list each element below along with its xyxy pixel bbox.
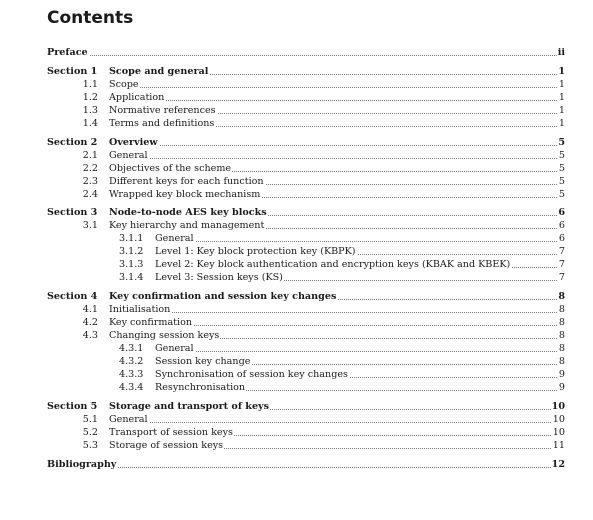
toc-page-number: 6 bbox=[558, 220, 565, 232]
toc-entry[interactable] bbox=[0, 258, 593, 271]
toc-entry[interactable] bbox=[0, 65, 593, 78]
toc-entry-title: General bbox=[109, 413, 148, 425]
toc-clause-number: 1.4 bbox=[82, 117, 98, 129]
toc-entry-title: Level 3: Session keys (KS) bbox=[155, 272, 283, 284]
toc-page-number: 12 bbox=[551, 458, 565, 470]
dot-leader bbox=[113, 312, 563, 313]
dot-leader bbox=[113, 87, 563, 88]
toc-page-number: 8 bbox=[558, 291, 565, 303]
dot-leader bbox=[159, 351, 563, 352]
toc-entry-title: Objectives of the scheme bbox=[109, 162, 232, 174]
toc-subclause-number: 3.1.3 bbox=[119, 259, 144, 271]
toc-page-number: 8 bbox=[558, 304, 565, 316]
toc-page-number: 1 bbox=[558, 117, 565, 129]
toc-subclause-number: 4.3.1 bbox=[119, 342, 144, 354]
toc-entry-title: Node-to-node AES key blocks bbox=[109, 207, 267, 219]
toc-entry[interactable] bbox=[0, 175, 593, 188]
toc-entry[interactable] bbox=[0, 219, 593, 232]
toc-subclause-number: 4.3.2 bbox=[119, 355, 144, 367]
toc-page-number: 7 bbox=[558, 272, 565, 284]
dot-leader bbox=[113, 158, 563, 159]
toc-entry[interactable] bbox=[0, 149, 593, 162]
toc-page-number: 5 bbox=[558, 175, 565, 187]
toc-entry-title: Level 2: Key block authentication and encryption keys (KBAK and KBEK) bbox=[155, 259, 511, 271]
toc-clause-number: 4.1 bbox=[82, 304, 98, 316]
toc-page-number: 1 bbox=[558, 104, 565, 116]
toc-page-number: 5 bbox=[558, 149, 565, 161]
dot-leader bbox=[113, 145, 563, 146]
toc-entry-title: Key confirmation and session key changes bbox=[109, 291, 337, 303]
toc-entry[interactable] bbox=[0, 91, 593, 104]
toc-entry-title: Wrapped key block mechanism bbox=[109, 188, 261, 200]
dot-leader bbox=[51, 467, 563, 468]
toc-entry-title: General bbox=[155, 342, 194, 354]
toc-clause-number: 1.3 bbox=[82, 104, 98, 116]
toc-clause-number: 2.1 bbox=[82, 149, 98, 161]
toc-entry[interactable] bbox=[0, 290, 593, 303]
toc-clause-number: 1.2 bbox=[82, 91, 98, 103]
toc-entry[interactable] bbox=[0, 232, 593, 245]
toc-clause-number: 4.3 bbox=[82, 330, 98, 341]
toc-entry-title: Normative references bbox=[109, 104, 216, 116]
toc-page-number: 1 bbox=[558, 78, 565, 90]
toc-clause-number: 2.3 bbox=[82, 175, 98, 187]
toc-subclause-number: 4.3.4 bbox=[119, 381, 144, 393]
toc-entry-title: Scope and general bbox=[109, 65, 209, 77]
toc-page-number: 6 bbox=[558, 233, 565, 245]
toc-clause-number: 4.2 bbox=[82, 317, 98, 329]
toc-entry-title: General bbox=[155, 233, 194, 245]
toc-entry[interactable] bbox=[0, 355, 593, 368]
toc-page-number: 8 bbox=[558, 355, 565, 367]
toc-entry[interactable] bbox=[0, 381, 593, 394]
toc-entry[interactable] bbox=[0, 400, 593, 413]
toc-clause-number: 1.1 bbox=[82, 78, 98, 90]
toc-entry-title: Level 1: Key block protection key (KBPK) bbox=[155, 246, 356, 258]
toc-page-number: 9 bbox=[558, 381, 565, 393]
toc-entry-title: Initialisation bbox=[109, 304, 171, 316]
toc-page-number: ii bbox=[557, 47, 565, 58]
toc-page-number: 1 bbox=[558, 65, 565, 77]
toc-page-number: 8 bbox=[558, 330, 565, 341]
toc-subclause-number: 4.3.3 bbox=[119, 368, 144, 380]
toc-entry-title: Storage of session keys bbox=[109, 439, 224, 451]
toc-entry-title: Session key change bbox=[155, 355, 251, 367]
toc-section-number: Section 4 bbox=[47, 291, 98, 303]
toc-page-number: 7 bbox=[558, 259, 565, 271]
toc-section-number: Section 3 bbox=[47, 207, 98, 219]
toc-entry-title: Synchronisation of session key changes bbox=[155, 368, 348, 380]
toc-entry[interactable] bbox=[0, 413, 593, 426]
toc-entry[interactable] bbox=[0, 136, 593, 149]
dot-leader bbox=[113, 422, 563, 423]
toc-entry-title: Bibliography bbox=[47, 458, 117, 470]
toc-entry[interactable] bbox=[0, 206, 593, 219]
toc-entry-title: Different keys for each function bbox=[109, 175, 264, 187]
toc-entry[interactable] bbox=[0, 162, 593, 175]
toc-page-number: 10 bbox=[552, 413, 565, 425]
toc-entry-title: Overview bbox=[109, 136, 158, 148]
toc-entry[interactable] bbox=[0, 426, 593, 439]
toc-page-number: 8 bbox=[558, 317, 565, 329]
toc-entry[interactable] bbox=[0, 368, 593, 381]
toc-page-number: 10 bbox=[551, 400, 565, 412]
toc-entry[interactable] bbox=[0, 46, 593, 59]
toc-clause-number: 5.2 bbox=[82, 426, 98, 438]
toc-clause-number: 5.1 bbox=[82, 413, 98, 425]
toc-entry-title: Resynchronisation bbox=[155, 381, 246, 393]
toc-entry[interactable] bbox=[0, 303, 593, 316]
toc-clause-number: 5.3 bbox=[82, 439, 98, 451]
toc-entry[interactable] bbox=[0, 439, 593, 452]
dot-leader bbox=[51, 55, 563, 56]
toc-entry[interactable] bbox=[0, 316, 593, 329]
toc-subclause-number: 3.1.4 bbox=[119, 272, 144, 284]
toc-entry[interactable] bbox=[0, 104, 593, 117]
toc-page-number: 5 bbox=[558, 136, 565, 148]
toc-entry-title: Scope bbox=[109, 78, 139, 90]
toc-page-number: 11 bbox=[552, 439, 565, 451]
toc-page-number: 5 bbox=[558, 188, 565, 200]
toc-section-number: Section 2 bbox=[47, 136, 98, 148]
toc-page-number: 6 bbox=[558, 207, 565, 219]
toc-entry-title: General bbox=[109, 149, 148, 161]
toc-clause-number: 2.4 bbox=[82, 188, 98, 200]
toc-entry-title: Key hierarchy and management bbox=[109, 220, 265, 232]
toc-entry[interactable] bbox=[0, 342, 593, 355]
page-title: Contents bbox=[47, 8, 134, 28]
toc-subclause-number: 3.1.2 bbox=[119, 246, 144, 258]
toc-entry-title: Changing session keys bbox=[109, 330, 220, 341]
toc-entry-title: Storage and transport of keys bbox=[109, 400, 270, 412]
toc-entry[interactable] bbox=[0, 458, 593, 471]
toc-entry[interactable] bbox=[0, 271, 593, 284]
toc-clause-number: 3.1 bbox=[82, 220, 98, 232]
toc-entry-title: Transport of session keys bbox=[109, 426, 233, 438]
toc-page-number: 5 bbox=[558, 162, 565, 174]
toc-entry-title: Terms and definitions bbox=[109, 117, 215, 129]
toc-entry-title: Preface bbox=[47, 47, 88, 58]
dot-leader bbox=[159, 241, 563, 242]
dot-leader bbox=[113, 100, 563, 101]
toc-section-number: Section 5 bbox=[47, 400, 98, 412]
toc-page-number: 10 bbox=[552, 426, 565, 438]
toc-entry[interactable] bbox=[0, 117, 593, 130]
toc-entry-title: Key confirmation bbox=[109, 317, 193, 329]
toc-page-number: 9 bbox=[558, 368, 565, 380]
toc-entry[interactable] bbox=[0, 245, 593, 258]
toc-page-number: 8 bbox=[558, 342, 565, 354]
toc-entry[interactable] bbox=[0, 329, 593, 342]
toc-entry[interactable] bbox=[0, 78, 593, 91]
toc-section-number: Section 1 bbox=[47, 65, 98, 77]
toc-page-number: 1 bbox=[558, 91, 565, 103]
toc-entry[interactable] bbox=[0, 188, 593, 201]
toc-subclause-number: 3.1.1 bbox=[119, 233, 144, 245]
toc-entry-title: Application bbox=[109, 91, 165, 103]
toc-page-number: 7 bbox=[558, 246, 565, 258]
toc-clause-number: 2.2 bbox=[82, 162, 98, 174]
